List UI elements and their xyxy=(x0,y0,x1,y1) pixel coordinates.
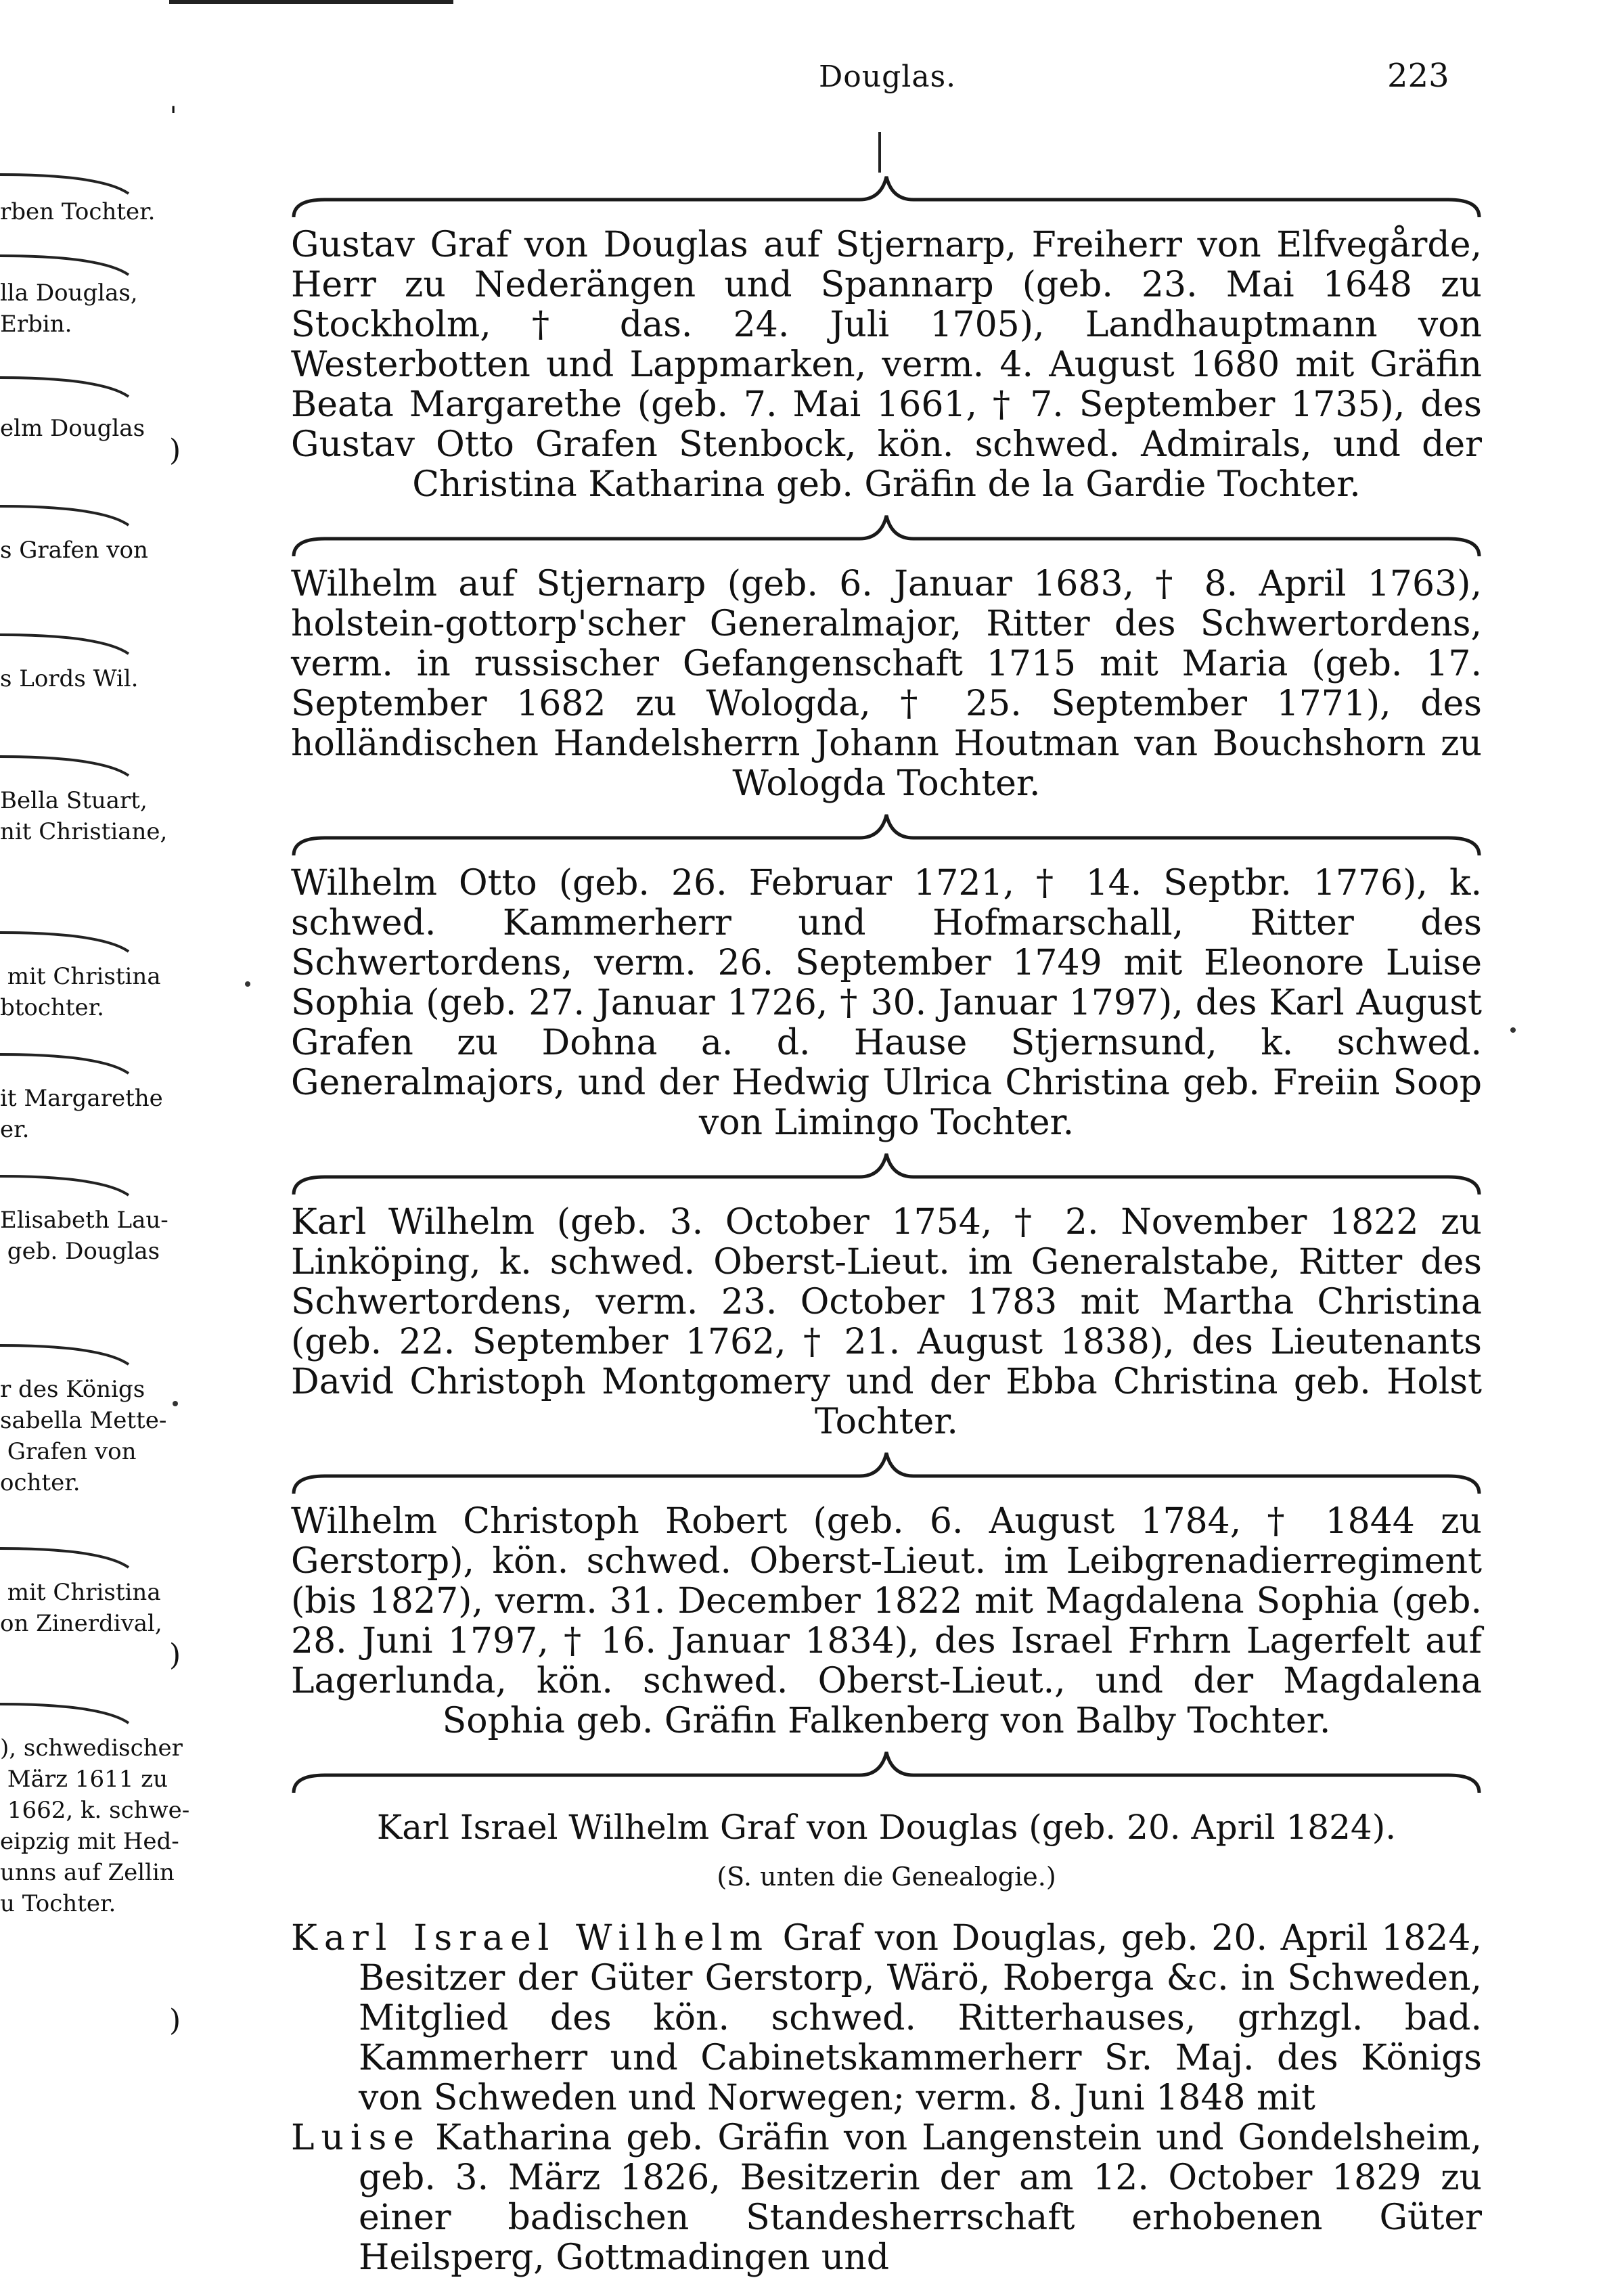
margin-brace xyxy=(0,1543,135,1570)
generation-entry: Wilhelm auf Stjernarp (geb. 6. Januar 1683, † 8. April 1763), holstein-gottorp'scher Generalmajor, Ritter des Schwertordens, verm. in russischer Gefangenschaft 1715 mit Maria (geb. 17. September 1682 zu Wologda, † 25. September 1771), des holländischen Handelsherrn Johann Houtman van Bouchshorn zu Wologda Tochter. xyxy=(291,564,1482,804)
top-rule xyxy=(169,0,453,4)
margin-brace xyxy=(0,1699,135,1726)
person-paragraph xyxy=(291,1919,1482,2118)
margin-fragment: Elisabeth Lau- geb. Douglas xyxy=(0,1207,168,1265)
adjacent-page-fragment xyxy=(0,156,190,2051)
margin-brace xyxy=(0,250,135,277)
generation-entry: Gustav Graf von Douglas auf Stjernarp, Freiherr von Elfvegårde, Herr zu Nederängen und Spannarp (geb. 23. Mai 1648 zu Stockholm, † das. 24. Juli 1705), Landhauptmann von Westerbotten und Lappmarken, verm. 4. August 1680 mit Gräfin Beata Margarethe (geb. 7. Mai 1661, † 7. September 1735), des Gustav Otto Grafen Stenbock, kön. schwed. Admirals, und der Christina Katharina geb. Gräfin de la Gardie Tochter. xyxy=(291,225,1482,505)
generation-brace xyxy=(291,1449,1482,1496)
page-number: 223 xyxy=(1387,57,1449,95)
genealogy-column xyxy=(291,173,1482,2278)
person-name: Luise xyxy=(291,2118,422,2158)
margin-brace xyxy=(0,372,135,399)
generation-brace xyxy=(291,1150,1482,1197)
margin-mark: ) xyxy=(169,2003,181,2038)
generation-entry: Wilhelm Christoph Robert (geb. 6. August 1784, † 1844 zu Gerstorp), kön. schwed. Oberst-Lieut. im Leibgrenadierregiment (bis 1827), verm. 31. December 1822 mit Magdalena Sophia (geb. 28. Juni 1797, † 16. Januar 1834), des Israel Frhrn Lagerfelt auf Lagerlunda, kön. schwed. Oberst-Lieut., und der Magdalena Sophia geb. Gräfin Falkenberg von Balby Tochter. xyxy=(291,1501,1482,1741)
person-name: Karl Israel Wilhelm xyxy=(291,1918,770,1959)
margin-fragment: elm Douglas xyxy=(0,415,145,442)
running-header-title: Douglas. xyxy=(819,60,957,94)
person-paragraph xyxy=(291,2118,1482,2278)
margin-fragment: s Grafen von xyxy=(0,537,148,564)
margin-mark: ) xyxy=(169,1638,181,1672)
margin-fragment: ), schwedischer März 1611 zu 1662, k. schwe- eipzig mit Hed- unns auf Zellin u Tochter. xyxy=(0,1735,190,1917)
margin-fragment: r des Königs sabella Mette- Grafen von ochter. xyxy=(0,1376,167,1496)
margin-brace xyxy=(0,501,135,528)
margin-brace xyxy=(0,1049,135,1076)
generation-brace xyxy=(291,1748,1482,1795)
generation-brace xyxy=(291,811,1482,858)
margin-mark: ˈ xyxy=(169,102,178,136)
margin-brace xyxy=(0,1171,135,1198)
margin-fragment: mit Christina btochter. xyxy=(0,963,161,1021)
generation-brace xyxy=(291,173,1482,220)
margin-brace xyxy=(0,1340,135,1367)
generation-brace xyxy=(291,512,1482,559)
margin-brace xyxy=(0,169,135,196)
margin-fragment: lla Douglas, Erbin. xyxy=(0,280,138,338)
current-head-name: Karl Israel Wilhelm Graf von Douglas (geb. 20. April 1824). xyxy=(376,1808,1397,1847)
margin-fragment: s Lords Wil. xyxy=(0,665,139,692)
margin-fragment: Bella Stuart, nit Christiane, xyxy=(0,787,168,845)
descent-line xyxy=(878,132,881,173)
margin-brace xyxy=(0,927,135,954)
speck xyxy=(245,981,250,987)
generation-entry: Wilhelm Otto (geb. 26. Februar 1721, † 14. Septbr. 1776), k. schwed. Kammerherr und Hofmarschall, Ritter des Schwertordens, verm. 26. September 1749 mit Eleonore Luise Sophia (geb. 27. Januar 1726, † 30. Januar 1797), des Karl August Grafen zu Dohna a. d. Hause Stjernsund, k. schwed. Generalmajors, und der Hedwig Ulrica Christina geb. Freiin Soop von Limingo Tochter. xyxy=(291,863,1482,1143)
speck xyxy=(1510,1027,1516,1033)
margin-brace xyxy=(0,751,135,778)
person-details: Graf von Douglas, geb. 20. April 1824, Besitzer der Güter Gerstorp, Wärö, Roberga &c. in Schweden, Mitglied des kön. schwed. Ritterhauses, grhzgl. bad. Kammerherr und Cabinetskammerherr Sr. Maj. des Königs von Schweden und Norwegen; verm. 8. Juni 1848 mit xyxy=(359,1918,1482,2118)
margin-fragment: mit Christina on Zinerdival, xyxy=(0,1579,162,1637)
margin-mark: ) xyxy=(169,433,181,468)
genealogy-reference-note: (S. unten die Genealogie.) xyxy=(717,1862,1056,1892)
margin-fragment: rben Tochter. xyxy=(0,198,156,225)
margin-brace xyxy=(0,629,135,656)
margin-fragment: it Margarethe er. xyxy=(0,1085,163,1143)
speck xyxy=(173,1401,178,1406)
person-details: Katharina geb. Gräfin von Langenstein und Gondelsheim, geb. 3. März 1826, Besitzerin der am 12. October 1829 zu einer badischen Standesherrschaft erhobenen Güter Heilsperg, Gottmadingen und xyxy=(359,2118,1482,2278)
generation-entry: Karl Wilhelm (geb. 3. October 1754, † 2. November 1822 zu Linköping, k. schwed. Oberst-Lieut. im Generalstabe, Ritter des Schwertordens, verm. 23. October 1783 mit Martha Christina (geb. 22. September 1762, † 21. August 1838), des Lieutenants David Christoph Montgomery und der Ebba Christina geb. Holst Tochter. xyxy=(291,1202,1482,1442)
